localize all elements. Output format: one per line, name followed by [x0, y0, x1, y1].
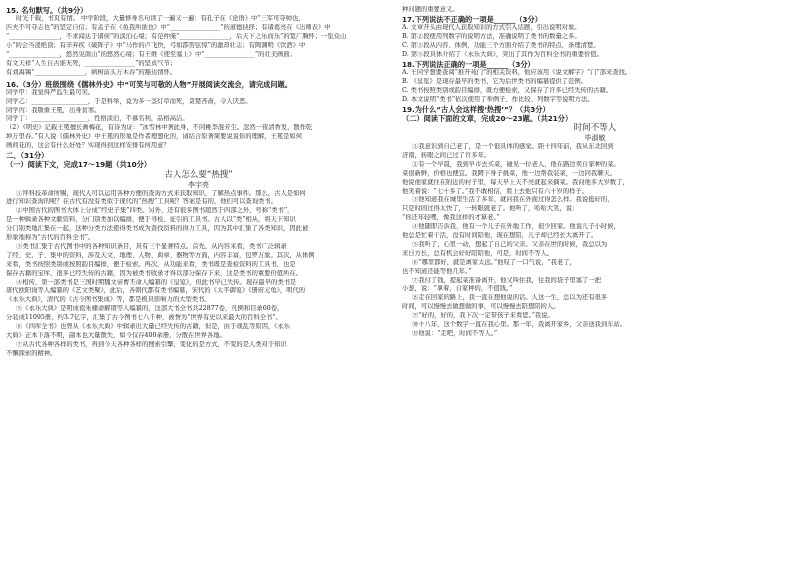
q18-option-d: D. 本文说明“类书”依次使用了举例子、作比较、列数字等说明方法。 [402, 95, 594, 103]
section-2-subheading: （一）阅读下文，完成17～19题（共10分） [6, 160, 152, 170]
article-line: 大典》正本下落不明，副本也大量散失，如今仅存400余册，分散在世界各地。 [6, 332, 226, 339]
q16-line: 同学丁：__________________，性格淡泊，不慕名利，品格高洁。 [6, 115, 189, 123]
story-line: ⑪他说：“走吧，时间不等人。” [412, 330, 498, 337]
article-title: 古人怎么要“热搜” [164, 169, 233, 180]
story-line: ①我意识到自己老了，是一个很具体的感觉。距十四年前，我从东北回到 [412, 142, 614, 150]
right-column [402, 6, 788, 555]
story-line: 他总是忙着干活，没有时间陪他，现在想陪，儿子却已经长大离开了。 [402, 232, 598, 240]
story-line: 他笑着说：“七十多了。”我不敢相信，看上去他只有六十岁的样子。 [402, 187, 588, 195]
section-b-heading: （二）阅读下面的文章，完成20～23题。（共21分） [402, 113, 573, 123]
article-body [6, 190, 391, 359]
q18-option-c: C. 类书按照类别或韵目编排，既方便检索，又保存了许多已经失传的古籍。 [402, 86, 613, 94]
q16-line: 坤万里春。”有人说《儒林外史》中王冕的形象是作者理想化的，请结合原著简要说说你的理解，王冕是如何 [6, 133, 303, 141]
q16-body [6, 89, 391, 151]
story-line: ⑥“哪里都好，就是离家太远。”他叹了一口气说，“我老了， [412, 258, 576, 266]
story-line: 时间，可以慢慢去做想做的事，可以慢慢去陪想陪的人。 [402, 303, 560, 311]
story-line: ⑤我听了，心里一动，想起了自己的父亲。父亲在世的时候，我总以为 [412, 240, 608, 248]
q15-body [6, 15, 391, 77]
story-line: 菜很新鲜，价格也便宜。我蹲下身子挑菜，他一边帮我装菜，一边同我聊天。 [402, 169, 617, 177]
q15-heading: 15. 名句默写。（共9分） [6, 6, 88, 15]
article-author: 李宇亮 [188, 180, 209, 189]
q17-option-b: B. 第②段使用列数字的说明方法，准确说明了类书的数量之多。 [402, 33, 581, 41]
q15-line: 有文天祥“人生自古谁无死，________________”的坚贞气节； [6, 59, 177, 67]
carryover-line: 种问题的重要意义。 [402, 6, 459, 13]
article-line: 了经、史、子、集中的资料，涉及天文、地理、人物、典章、器物等方面，内容丰富，包罗万象。其次，从体例 [6, 251, 315, 259]
article-line: ③类书汇集于古代图书中的各种知识条目，具有三个显著特点。首先，从内容来看，类书广泛辑录 [16, 242, 287, 250]
story-line: 他说他家就住在附近的村子里，每天早上天不亮就起来摘菜。我问他多大岁数了， [402, 178, 629, 186]
story-body [402, 143, 788, 339]
story-author: 毕淑敏 [584, 133, 606, 142]
article-line: 唐代欧阳询等人编纂的《艺文类聚》，此后，各朝代都有类书编纂，宋代的《太平御览》《册府元龟》，明代的 [6, 287, 306, 295]
story-line: 小葱，说：“拿着，自家种的，不值钱。” [402, 285, 513, 293]
q18-heading: 18.下列说法正确的一项是______（3分） [402, 59, 535, 69]
story-line: ⑩十八年，这个数字一直在我心里。那一年，我离开家乡，父亲送我到车站。 [412, 321, 627, 329]
story-line: 济南，转眼之间已过了许多年。 [402, 151, 491, 159]
article-line: 来看，类书按照类别或按照韵目编排，便于检索。再次，从功能来看，类书既是查检资料的工具书，也是 [6, 260, 296, 268]
q16-line: 同学甲：我觉得严监生最可笑。 [6, 88, 95, 96]
q16-line: 同学乙：__________________，于是科举，竟为多一茎灯草而死，贪婪吝啬，令人厌恶。 [6, 97, 252, 105]
story-line: ②有一个早晨，我到早市去买菜，碰见一位老人，他在路边卖自家种的菜。 [412, 160, 620, 168]
q18-option-b: B. 《皇览》是现存最早的类书，它为后世类书的编纂提供了范例。 [402, 77, 587, 85]
story-title: 时间不等人 [573, 122, 617, 133]
story-line: ⑦我付了钱，提起菜准备离开，他又叫住我，往我的袋子里塞了一把 [412, 276, 601, 284]
article-line: 不懈探索的精神。 [6, 349, 57, 357]
story-line: ④他随即告诉我，他有一个儿子在外地工作，很少回家。他说儿子小时候， [412, 223, 620, 231]
article-line: 分门别类地汇集在一起，这种分类方法使得类书成为查找资料的得力工具，因为其中汇集了各类知识，因此被 [6, 225, 309, 233]
article-line: 分装成11095册，约3.7亿字，汇集了古今图书七八千种，被誉为“世界有史以来最大的百科全书”。 [6, 314, 282, 322]
article-line: ⑥《四库全书》也曾从《永乐大典》中辑录出大量已经失传的古籍，但是，由于战乱等原因，《永乐 [16, 323, 290, 331]
q16-line: 同学丙：我敬重王冕，出身贫寒。 [6, 106, 101, 114]
q16-line: （2）《明史》记载王冕擅长画梅花，有诗为证：“冰雪林中著此身，不同桃李混芳尘。忽然一夜清香发，散作乾 [6, 124, 313, 132]
q15-line: 小”的会当凌绝顶；有辛弃疾《破阵子》中“马作的卢飞快，弓如霹雳弦惊”的激昂壮志；有陶渊明《饮酒》中 [6, 41, 306, 49]
article-line: 形象地称为“古代的百科全书”。 [6, 234, 95, 242]
article-line: 进行知识查询的呢？在古代有没有类似于现代的“热搜”工具呢？答案是有的，他们可以查询类书。 [6, 198, 277, 206]
q15-line: 时光千载，书页有情。 中学阶段，大量修身名句读了一遍又一遍：有孔子在《论语》中“三军可夺帅也， [16, 15, 305, 23]
q16-line: 画荷花的，这会有什么好处？实现得到这样安排有何用意？ [6, 142, 170, 150]
q17-option-d: D. 第⑤段具体介绍了《永乐大典》，突出了其作为百科全书的重要价值。 [402, 50, 603, 58]
q17-heading: 17.下列说法不正确的一项是______（3分） [402, 14, 542, 24]
article-line: 《永乐大典》，清代的《古今图书集成》等，都是极具影响力的大型类书。 [6, 296, 211, 304]
story-line: ⑨“好的，好的，我下次一定带孩子来看您。”我说。 [412, 312, 554, 320]
q15-line: 匹夫不可夺志也”的坚定自信；有孟子在《鱼我所欲也》中“________________”的道德抉择；有诸葛亮在《出师表》中 [6, 24, 331, 32]
q16-heading: 16.（3分）班级围绕《儒林外史》中“可笑与可敬的人物”开展阅读交流会，请完成问题。 [6, 79, 292, 89]
article-line: ④相传，第一部类书是三国时期魏文帝曹丕命人编纂的《皇览》，但此书早已失传。现存最早的类书是 [16, 278, 297, 286]
q18-option-a: A. 王同学想要查阅“推开苑门”的相关资料，他应该用《说文解字》“门”部来查找。 [402, 68, 632, 76]
section-2-heading: 二、（31分） [6, 151, 49, 161]
story-line: 只是时间过得太快了，一转眼就老了。他听了，哈哈大笑，说： [402, 205, 579, 213]
article-line: ⑤《永乐大典》是明成祖朱棣命解缙等人编纂的，这部大书全书共22877卷，凡例和目录60卷， [16, 305, 284, 313]
q17-option-c: C. 第③段从内容、体例、功能三个方面介绍了类书的特点，条理清楚。 [402, 41, 600, 49]
article-line: ②中国古代的图书大体上分成“经史子集”四类。另外，还有很多图书超然于四部之外，号称“类书”， [16, 207, 294, 215]
story-line: “你还年轻哩，像我这样的才算老。” [402, 214, 500, 222]
q15-line: “________________，不求闻达于诸侯”的淡泊心境；有范仲淹“________________，后天下之乐而乐”的宽广胸怀；一览众山 [6, 33, 347, 41]
article-line: ①拜科技革命所赐，现代人可以运用各种方便的查询方式来获取知识，了解热点事件。那么，古人是如何 [16, 189, 306, 197]
article-line: 是一种辑录各种文献资料，分门别类加以编排，便于寻检、征引的工具书。古人以“类”相从，将天下知识 [6, 216, 296, 224]
story-line: ③他知道我在城里生活了多年，就问我在外面过得怎么样。我说挺好的， [412, 196, 614, 204]
story-line: ⑧走在回家的路上，我一直在想他说的话。人这一生，总以为还有很多 [412, 294, 608, 302]
q15-line: “________________，悠然见南山”的悠然心境；有王维《使至塞上》中“________________”的壮美画面； [6, 50, 296, 58]
story-line: 也不知道还能等他几年。” [402, 267, 472, 275]
story-line: 来日方长，总有机会好好陪陪他，可是，时间不等人。 [402, 249, 554, 257]
article-line: 保存古籍的宝库，很多已经失传的古籍，因为被类书收录才得以部分保存下来，这是类书的重要价值所在。 [6, 269, 302, 277]
q19-heading: 19.为什么“古人会这样搜‘热搜’”？（共3分） [402, 104, 550, 114]
left-column [6, 6, 391, 555]
q17-option-a: A. 文章开头由现代人获取知识的方式引入话题，引出说明对象。 [402, 24, 581, 32]
q15-line: 有刘禹锡“________________，病树前头万木春”的豁达情怀。 [6, 68, 177, 76]
article-line: ⑦从古代各种各样的类书，再到今天各种各样的搜索引擎，变化的是方式，不变的是人类对于知识 [16, 340, 287, 348]
